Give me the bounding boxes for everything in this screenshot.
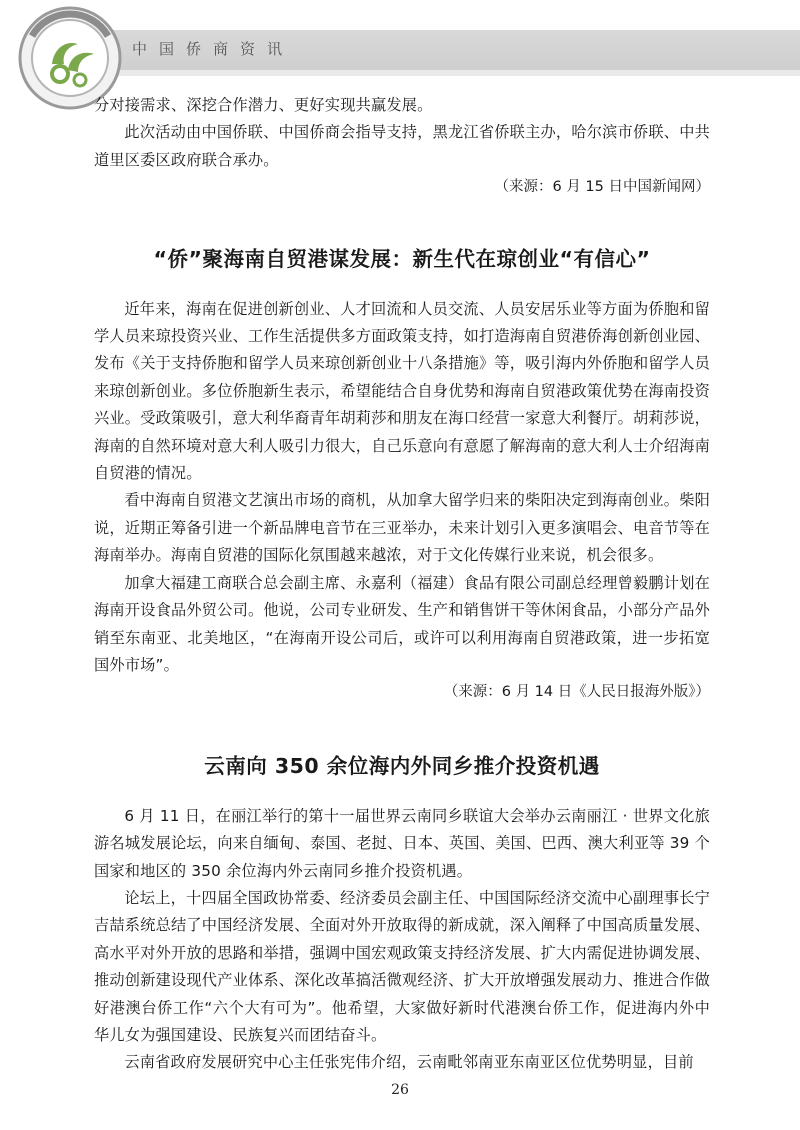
intro-paragraph-2: 此次活动由中国侨联、中国侨商会指导支持，黑龙江省侨联主办，哈尔滨市侨联、中共道里区委区政府联合承办。 bbox=[94, 123, 710, 169]
article-1-title: “侨”聚海南自贸港谋发展：新生代在琼创业“有信心” bbox=[153, 246, 651, 271]
intro-source: （来源：6 月 15 日中国新闻网） bbox=[494, 179, 710, 196]
page-header bbox=[0, 0, 800, 90]
page-content bbox=[94, 92, 710, 1077]
page-number: 26 bbox=[391, 1082, 409, 1098]
intro-paragraph-1: 分对接需求、深挖合作潜力、更好实现共赢发展。 bbox=[94, 96, 433, 114]
article-1-paragraph: 加拿大福建工商联合总会副主席、永嘉利（福建）食品有限公司副总经理曾毅鹏计划在海南开设食品外贸公司。他说，公司专业研发、生产和销售饼干等休闲食品，小部分产品外销至东南亚、北美地区，“在海南开设公司后，或许可以利用海南自贸港政策，进一步拓宽国外市场”。 bbox=[94, 573, 710, 674]
article-2-paragraph: 6 月 11 日，在丽江举行的第十一届世界云南同乡联谊大会举办云南丽江 · 世界文化旅游名城发展论坛，向来自缅甸、泰国、老挝、日本、英国、美国、巴西、澳大利亚等 39 个国家和地区的 350 余位海内外云南同乡推介投资机遇。 bbox=[94, 806, 710, 880]
header-band-shadow bbox=[56, 70, 800, 76]
article-1-paragraph: 看中海南自贸港文艺演出市场的商机，从加拿大留学归来的柴阳决定到海南创业。柴阳说，近期正筹备引进一个新品牌电音节在三亚举办，未来计划引入更多演唱会、电音节等在海南举办。海南自贸港的国际化氛围越来越浓，对于文化传媒行业来说，机会很多。 bbox=[94, 491, 710, 565]
article-2-title: 云南向 350 余位海内外同乡推介投资机遇 bbox=[204, 753, 600, 778]
article-2-paragraph: 论坛上，十四届全国政协常委、经济委员会副主任、中国国际经济交流中心副理事长宁吉喆系统总结了中国经济发展、全面对外开放取得的新成就，深入阐释了中国高质量发展、高水平对外开放的思路和举措，强调中国宏观政策支持经济发展、扩大内需促进协调发展、推动创新建设现代产业体系、深化改革搞活微观经济、扩大开放增强发展动力、推进合作做好港澳台侨工作“六个大有可为”。他希望，大家做好新时代港澳台侨工作，促进海内外中华儿女为强国建设、民族复兴而团结奋斗。 bbox=[94, 888, 710, 1044]
article-1-source: （来源：6 月 14 日《人民日报海外版》） bbox=[443, 684, 710, 701]
article-1-paragraph: 近年来，海南在促进创新创业、人才回流和人员交流、人员安居乐业等方面为侨胞和留学人员来琼投资兴业、工作生活提供多方面政策支持，如打造海南自贸港侨海创新创业园、发布《关于支持侨胞和留学人员来琼创新创业十八条措施》等，吸引海内外侨胞和留学人员来琼创新创业。多位侨胞新生表示，希望能结合自身优势和海南自贸港政策优势在海南投资兴业。受政策吸引，意大利华裔青年胡莉莎和朋友在海口经营一家意大利餐厅。胡莉莎说，海南的自然环境对意大利人吸引力很大，自己乐意向有意愿了解海南的意大利人士介绍海南自贸港的情况。 bbox=[94, 299, 710, 483]
article-2-paragraph: 云南省政府发展研究中心主任张宪伟介绍，云南毗邻南亚东南亚区位优势明显，目前 bbox=[124, 1053, 694, 1072]
header-title: 中国侨商资讯 bbox=[132, 40, 295, 58]
